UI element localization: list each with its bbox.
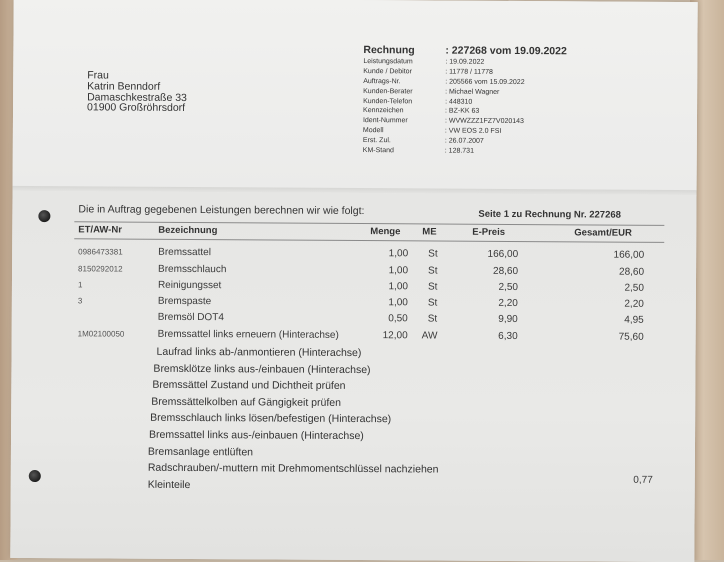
table-cell-epreis: 2,20 (498, 297, 518, 310)
table-cell-nr: 3 (77, 296, 83, 306)
col-header-menge: Menge (370, 226, 401, 238)
work-line: Bremssättelkolben auf Gängigkeit prüfen (151, 395, 341, 409)
invoice-field: Kunde / Debitor : 11778 / 11778 (363, 67, 493, 76)
kleinteile-label: Kleinteile (147, 478, 191, 492)
table-cell-bezeichnung: Bremspaste (157, 295, 212, 308)
table-cell-gesamt: 28,60 (618, 266, 645, 278)
table-cell-gesamt: 4,95 (624, 314, 644, 326)
invoice-field: Kunden-Telefon : 448310 (363, 97, 473, 106)
table-cell-epreis: 2,50 (498, 281, 518, 294)
invoice-field: Ident-Nummer : WVWZZZ1FZ7V020143 (362, 117, 524, 126)
invoice-info (363, 44, 567, 157)
col-header-epreis: E-Preis (472, 226, 506, 238)
col-header-bezeichnung: Bezeichnung (158, 224, 218, 237)
table-cell-menge: 1,00 (388, 265, 409, 277)
table-cell-epreis: 166,00 (487, 248, 519, 261)
invoice-field: Kennzeichen : BZ-KK 63 (363, 107, 480, 116)
page-indicator: Seite 1 zu Rechnung Nr. 227268 (478, 208, 621, 221)
table-cell-me: St (428, 248, 438, 260)
table-cell-epreis: 9,90 (498, 313, 518, 326)
punch-hole-icon (38, 210, 50, 222)
table-cell-nr: 1M02100050 (77, 329, 125, 339)
work-line: Bremssattel links aus-/einbauen (Hinterachse) (149, 428, 364, 443)
work-line: Laufrad links ab-/anmontieren (Hinterachse) (156, 345, 362, 360)
table-cell-menge: 1,00 (388, 297, 408, 309)
intro-text: Die in Auftrag gegebenen Leistungen berechnen wir wie folgt: (78, 203, 365, 218)
recipient-line: Katrin Benndorf (87, 80, 161, 93)
invoice-field: Kunden-Berater : Michael Wagner (363, 87, 500, 96)
table-cell-me: St (427, 297, 438, 309)
work-line: Bremsklötze links aus-/einbauen (Hinterachse) (153, 362, 371, 377)
recipient-line: 01900 Großröhrsdorf (87, 101, 186, 115)
invoice-field: Leistungsdatum : 19.09.2022 (363, 58, 485, 66)
table-cell-nr: 8150292012 (78, 264, 123, 274)
table-cell-bezeichnung: Bremsschlauch (158, 263, 227, 276)
work-line: Radschrauben/-muttern mit Drehmomentschlüssel nachziehen (147, 461, 439, 476)
table-cell-bezeichnung: Bremsöl DOT4 (157, 311, 224, 324)
col-header-gesamt: Gesamt/EUR (574, 227, 632, 239)
table-cell-menge: 12,00 (382, 330, 408, 342)
table-cell-menge: 1,00 (388, 281, 408, 293)
recipient-address (87, 70, 187, 114)
table-cell-nr: 1 (77, 280, 83, 290)
col-header-etaw: ET/AW-Nr (78, 224, 122, 236)
kleinteile-value: 0,77 (633, 474, 653, 486)
invoice-paper (10, 0, 697, 562)
invoice-field: Modell : VW EOS 2.0 FSI (362, 127, 502, 136)
work-line: Bremsanlage entlüften (147, 445, 254, 459)
table-cell-bezeichnung: Reinigungsset (157, 279, 222, 292)
table-cell-gesamt: 2,50 (624, 282, 644, 294)
invoice-field: KM-Stand : 128.731 (362, 147, 475, 155)
table-cell-me: St (427, 281, 438, 293)
work-line: Bremssättel Zustand und Dichtheit prüfen (152, 378, 346, 392)
table-cell-gesamt: 75,60 (618, 331, 644, 343)
work-line: Bremsschlauch links lösen/befestigen (Hinterachse) (150, 411, 392, 426)
table-cell-epreis: 6,30 (498, 330, 518, 343)
invoice-field: Auftrags-Nr. : 205566 vom 15.09.2022 (363, 77, 525, 86)
recipient-line: Damaschkestraße 33 (87, 90, 187, 104)
recipient-line: Frau (87, 69, 109, 82)
table-cell-me: AW (421, 330, 438, 342)
table-cell-me: St (428, 265, 438, 277)
table-cell-menge: 0,50 (388, 313, 408, 325)
col-header-me: ME (422, 226, 437, 238)
table-cell-bezeichnung: Bremssattel links erneuern (Hinterachse) (157, 328, 339, 341)
punch-hole-icon (29, 470, 41, 482)
invoice-title: Rechnung : 227268 vom 19.09.2022 (363, 44, 567, 58)
table-cell-menge: 1,00 (388, 248, 409, 260)
table-cell-gesamt: 166,00 (613, 249, 645, 261)
table-cell-epreis: 28,60 (492, 265, 519, 278)
table-cell-nr: 0986473381 (78, 247, 123, 257)
table-cell-bezeichnung: Bremssattel (158, 246, 211, 259)
invoice-field: Erst. Zul. : 26.07.2007 (362, 137, 484, 145)
table-cell-me: St (427, 313, 438, 325)
table-cell-gesamt: 2,20 (624, 298, 644, 310)
